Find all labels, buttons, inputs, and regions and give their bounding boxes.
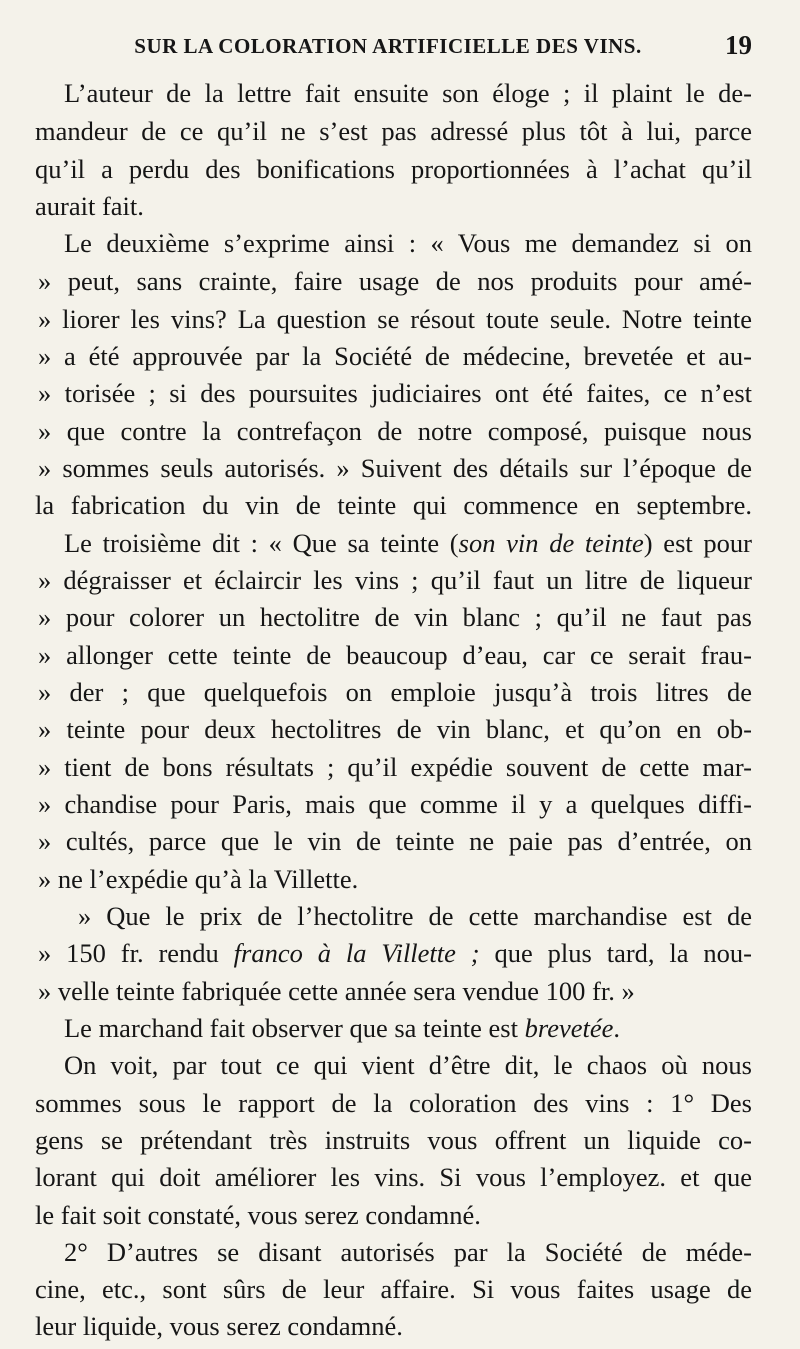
text-line: » velle teinte fabriquée cette année sera vendue 100 fr. »: [38, 976, 635, 1006]
text-line: » der ; que quelquefois on emploie jusqu’à trois litres de: [38, 677, 752, 707]
text-line: » pour colorer un hectolitre de vin blanc ; qu’il ne faut pas: [38, 602, 752, 632]
text-line: sommes sous le rapport de la coloration des vins : 1° Des: [35, 1088, 752, 1118]
text-run: .: [613, 1013, 620, 1043]
text-line: » dégraisser et éclaircir les vins ; qu’il faut un litre de liqueur: [38, 565, 752, 595]
italic-text-run: brevetée: [524, 1013, 614, 1043]
text-line: [64, 1009, 752, 1047]
text-line: le fait soit constaté, vous serez condamné.: [35, 1200, 481, 1230]
italic-text-run: franco à la Villette ;: [233, 938, 480, 968]
text-line: » teinte pour deux hectolitres de vin blanc, et qu’on en ob-: [38, 714, 752, 744]
text-line: la fabrication du vin de teinte qui commence en septembre.: [35, 490, 752, 520]
text-line: mandeur de ce qu’il ne s’est pas adressé plus tôt à lui, parce: [35, 116, 752, 146]
text-run: Le marchand fait observer que sa teinte est: [64, 1013, 525, 1043]
text-line: gens se prétendant très instruits vous offrent un liquide co-: [35, 1125, 752, 1155]
text-line: [64, 524, 752, 562]
text-line: Le deuxième s’exprime ainsi : « Vous me demandez si on: [64, 228, 752, 258]
text-line: » peut, sans crainte, faire usage de nos produits pour amé-: [38, 266, 752, 296]
text-line: aurait fait.: [35, 191, 144, 221]
text-line: [38, 934, 752, 972]
text-line: L’auteur de la lettre fait ensuite son éloge ; il plaint le de-: [64, 78, 752, 108]
text-run: que plus tard, la nou-: [479, 938, 752, 968]
text-line: » ne l’expédie qu’à la Villette.: [38, 864, 359, 894]
italic-text-run: son vin de teinte: [458, 528, 644, 558]
text-line: On voit, par tout ce qui vient d’être dit, le chaos où nous: [64, 1050, 752, 1080]
text-line: » sommes seuls autorisés. » Suivent des détails sur l’époque de: [38, 453, 752, 483]
text-line: leur liquide, vous serez condamné.: [35, 1311, 403, 1341]
text-line: » allonger cette teinte de beaucoup d’eau, car ce serait frau-: [38, 640, 752, 670]
text-line: 2° D’autres se disant autorisés par la Société de méde-: [64, 1237, 752, 1267]
text-line: cine, etc., sont sûrs de leur affaire. Si vous faites usage de: [35, 1274, 752, 1304]
text-line: » cultés, parce que le vin de teinte ne paie pas d’entrée, on: [38, 826, 752, 856]
text-line: lorant qui doit améliorer les vins. Si vous l’employez. et que: [35, 1162, 752, 1192]
text-line: » torisée ; si des poursuites judiciaires ont été faites, ce n’est: [38, 378, 752, 408]
page-number: 19: [725, 30, 752, 60]
text-run: ) est pour: [643, 528, 753, 558]
running-title: SUR LA COLORATION ARTIFICIELLE DES VINS.: [134, 34, 642, 58]
text-line: » chandise pour Paris, mais que comme il y a quelques diffi-: [38, 789, 752, 819]
text-run: Le troisième dit : « Que sa teinte (: [64, 528, 459, 558]
text-line: » a été approuvée par la Société de médecine, brevetée et au-: [38, 341, 752, 371]
text-line: qu’il a perdu des bonifications proportionnées à l’achat qu’il: [35, 154, 752, 184]
text-line: » liorer les vins? La question se résout toute seule. Notre teinte: [38, 304, 752, 334]
text-line: » tient de bons résultats ; qu’il expédie souvent de cette mar-: [38, 752, 752, 782]
text-run: » 150 fr. rendu: [38, 938, 234, 968]
text-line: » Que le prix de l’hectolitre de cette marchandise est de: [78, 901, 752, 931]
text-line: » que contre la contrefaçon de notre composé, puisque nous: [38, 416, 752, 446]
